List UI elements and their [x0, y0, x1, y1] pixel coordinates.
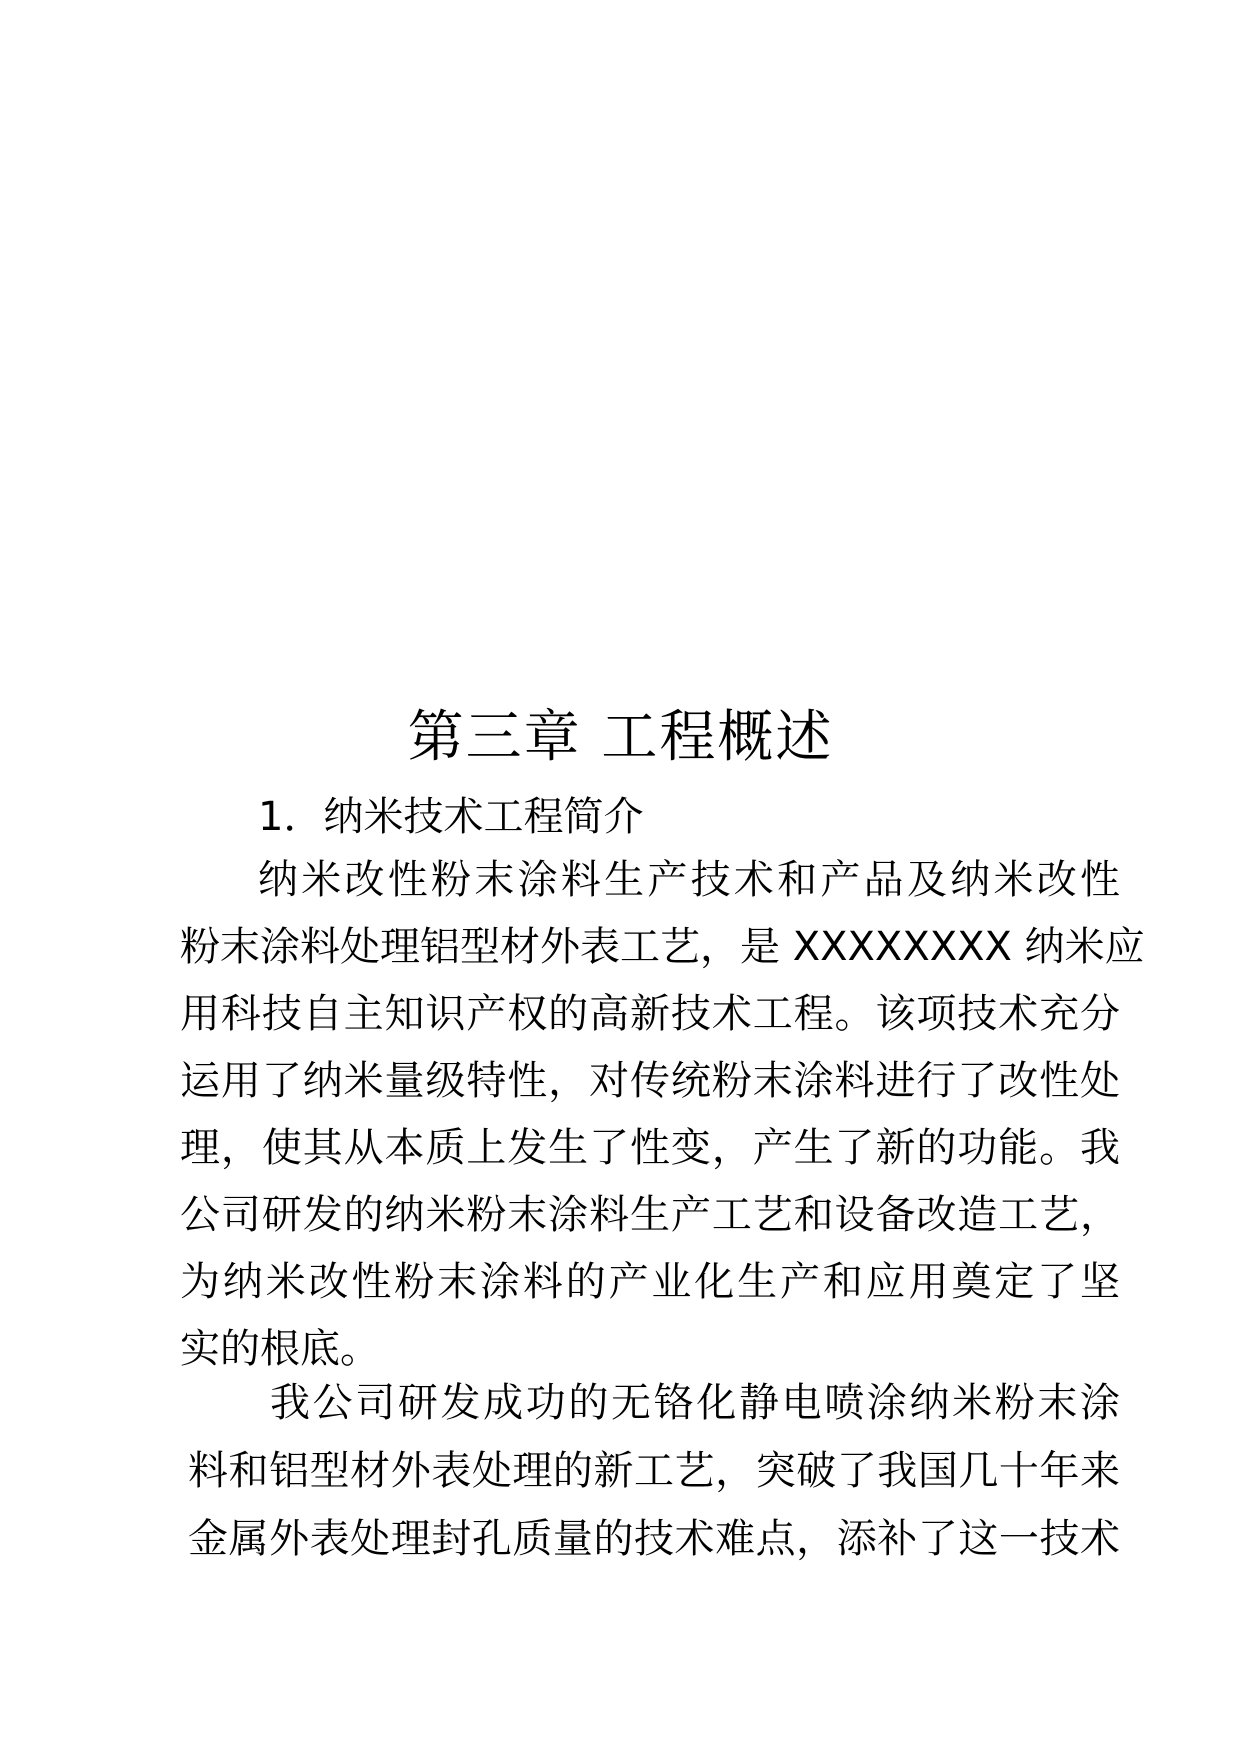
- paragraph-2-line: 料和铝型材外表处理的新工艺，突破了我国几十年来: [188, 1448, 1120, 1494]
- paragraph-2-line: 我公司研发成功的无铬化静电喷涂纳米粉末涂: [270, 1380, 1120, 1426]
- paragraph-2-line: 金属外表处理封孔质量的技术难点，添补了这一技术: [188, 1516, 1120, 1562]
- section-heading: 1．纳米技术工程简介: [258, 794, 644, 840]
- paragraph-1-line: 运用了纳米量级特性，对传统粉末涂料进行了改性处: [180, 1058, 1120, 1104]
- chapter-title: 第三章 工程概述: [407, 705, 834, 770]
- paragraph-1-line: 粉末涂料处理铝型材外表工艺，是 XXXXXXXX 纳米应: [180, 924, 1145, 970]
- paragraph-1-line: 为纳米改性粉末涂料的产业化生产和应用奠定了坚: [180, 1259, 1120, 1305]
- paragraph-1-line: 公司研发的纳米粉末涂料生产工艺和设备改造工艺，: [180, 1192, 1120, 1238]
- paragraph-1-line: 纳米改性粉末涂料生产技术和产品及纳米改性: [258, 857, 1120, 903]
- paragraph-1-line: 用科技自主知识产权的高新技术工程。该项技术充分: [180, 991, 1120, 1037]
- paragraph-1-line: 实的根底。: [180, 1326, 380, 1372]
- paragraph-1-line: 理，使其从本质上发生了性变，产生了新的功能。我: [180, 1125, 1120, 1171]
